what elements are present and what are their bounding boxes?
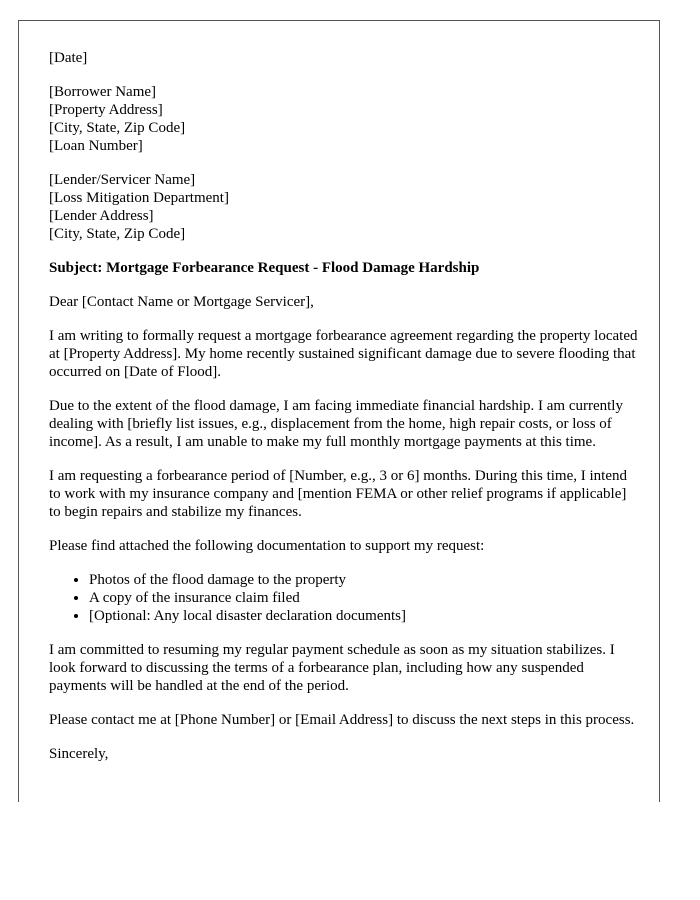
borrower-loan-number: [Loan Number] <box>49 138 143 154</box>
signoff: Sincerely, <box>49 746 109 762</box>
paragraph-intro: I am writing to formally request a mortgage forbearance agreement regarding the property located at [Property Address]. My home recently sustained significant damage due to severe flooding that occurred on [Date of Flood]. <box>49 328 638 380</box>
paragraph-hardship: Due to the extent of the flood damage, I am facing immediate financial hardship. I am currently dealing with [briefly list issues, e.g., displacement from the home, high repair costs, or loss of income]. As a result, I am unable to make my full monthly mortgage payments at this time. <box>49 398 623 450</box>
lender-address: [Lender Address] <box>49 208 154 224</box>
lender-city-state-zip: [City, State, Zip Code] <box>49 226 186 242</box>
salutation: Dear [Contact Name or Mortgage Servicer], <box>49 294 314 310</box>
paragraph-commitment: I am committed to resuming my regular payment schedule as soon as my situation stabilizes. I look forward to discussing the terms of a forbearance plan, including how any suspended payments will be handled at the end of the period. <box>49 642 615 694</box>
paragraph-documentation: Please find attached the following documentation to support my request: <box>49 538 485 554</box>
letter-page <box>18 20 660 802</box>
list-item: • [Optional: Any local disaster declaration documents] <box>89 607 639 625</box>
lender-address-block <box>49 171 639 243</box>
borrower-city-state-zip: [City, State, Zip Code] <box>49 120 186 136</box>
lender-department: [Loss Mitigation Department] <box>49 190 229 206</box>
borrower-property-address: [Property Address] <box>49 102 163 118</box>
paragraph-request: I am requesting a forbearance period of [Number, e.g., 3 or 6] months. During this time, I intend to work with my insurance company and [mention FEMA or other relief programs if applicable] to begin repairs and stabilize my finances. <box>49 468 627 520</box>
letter-body <box>49 49 639 779</box>
lender-name: [Lender/Servicer Name] <box>49 172 196 188</box>
documentation-list <box>49 571 639 625</box>
subject-line: Subject: Mortgage Forbearance Request - Flood Damage Hardship <box>49 260 480 276</box>
list-item: • A copy of the insurance claim filed <box>89 589 639 607</box>
borrower-name: [Borrower Name] <box>49 84 157 100</box>
date-block <box>49 49 639 67</box>
borrower-address-block <box>49 83 639 155</box>
letter-date: [Date] <box>49 50 88 66</box>
list-item: • Photos of the flood damage to the property <box>89 571 639 589</box>
paragraph-contact: Please contact me at [Phone Number] or [Email Address] to discuss the next steps in this process. <box>49 712 635 728</box>
